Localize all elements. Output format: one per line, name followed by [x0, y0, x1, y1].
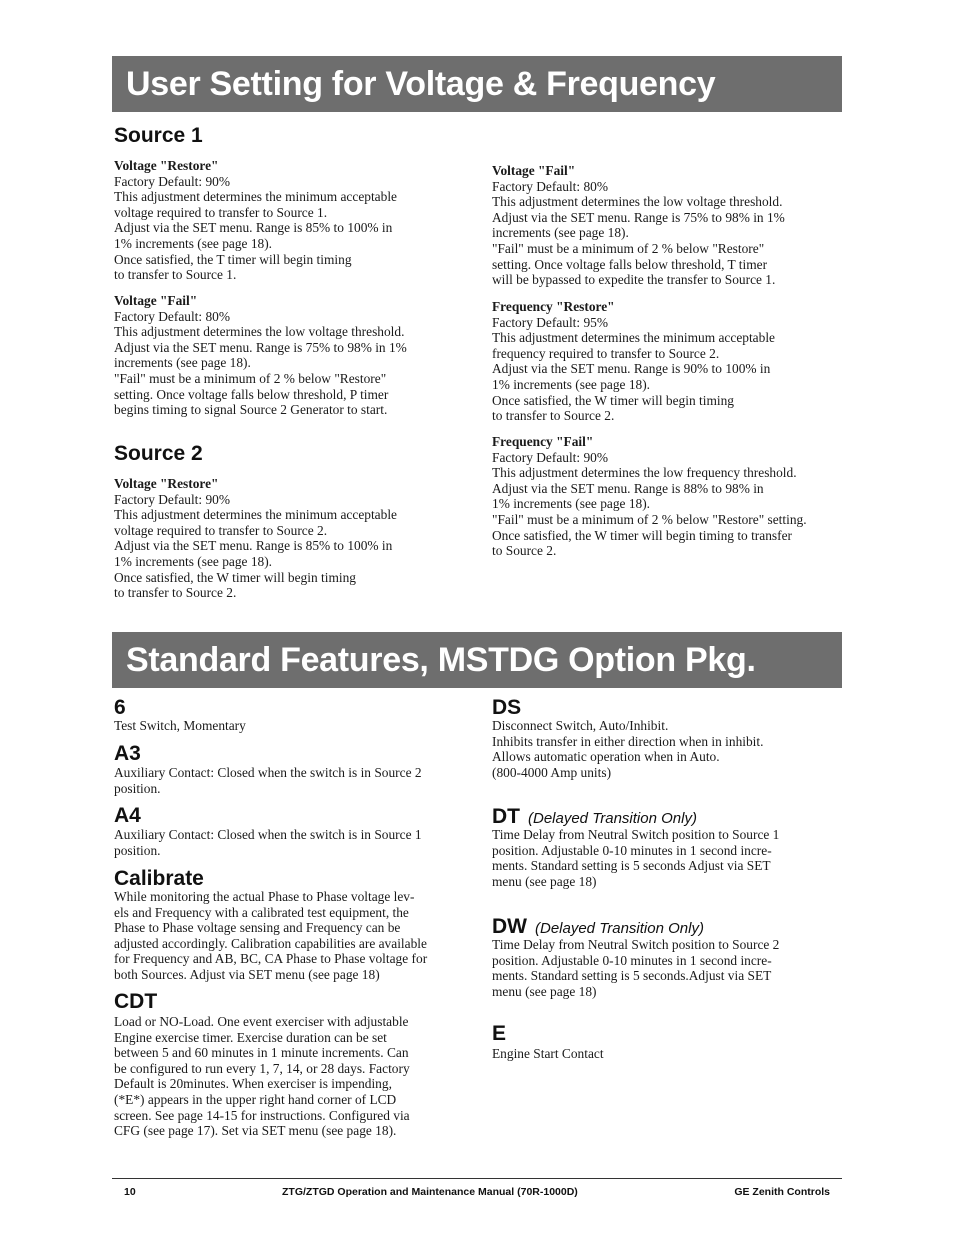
- text-line: Test Switch, Momentary: [114, 718, 246, 733]
- text-line: els and Frequency with a calibrated test equipment, the: [114, 904, 409, 920]
- text-line: This adjustment determines the minimum acceptable: [114, 189, 397, 205]
- source2-heading: Source 2: [114, 442, 203, 465]
- text-line: adjusted accordingly. Calibration capabilities are available: [114, 935, 427, 951]
- text-line: Once satisfied, the T timer will begin timing: [114, 251, 352, 267]
- source1-voltage-restore: [114, 158, 397, 283]
- feature-calibrate-desc: [114, 889, 427, 983]
- text-line: begins timing to signal Source 2 Generator to start.: [114, 402, 388, 418]
- section-title-standard-features: Standard Features, MSTDG Option Pkg.: [112, 632, 842, 688]
- text-line: will be bypassed to expedite the transfer to Source 1.: [492, 272, 776, 288]
- text-line: 1% increments (see page 18).: [114, 553, 273, 569]
- feature-e-code: E: [492, 1022, 507, 1045]
- source2-frequency-fail-title: Frequency "Fail": [492, 434, 594, 449]
- text-line: Adjust via the SET menu. Range is 75% to 98% in 1%: [114, 339, 407, 355]
- text-line: to Source 2.: [492, 543, 557, 559]
- text-line: Adjust via the SET menu. Range is 75% to 98% in 1%: [492, 209, 785, 225]
- feature-ds-desc: [492, 718, 763, 780]
- text-line: "Fail" must be a minimum of 2 % below "Restore": [492, 240, 765, 256]
- footer-manual-title: ZTG/ZTGD Operation and Maintenance Manual (70R-1000D): [282, 1186, 578, 1198]
- text-line: Inhibits transfer in either direction when in inhibit.: [492, 733, 764, 749]
- text-line: position. Adjustable 0-10 minutes in 1 second incre-: [492, 842, 772, 858]
- text-line: 1% increments (see page 18).: [114, 235, 273, 251]
- source1-voltage-restore-title: Voltage "Restore": [114, 158, 219, 173]
- text-line: Factory Default: 90%: [114, 173, 231, 189]
- text-line: ments. Standard setting is 5 seconds Adjust via SET: [492, 858, 771, 874]
- source2-frequency-restore-title: Frequency "Restore": [492, 299, 615, 314]
- text-line: setting. Once voltage falls below threshold, T timer: [492, 256, 768, 272]
- text-line: Allows automatic operation when in Auto.: [492, 749, 720, 765]
- text-line: Time Delay from Neutral Switch position to Source 1: [492, 827, 780, 842]
- feature-6-desc: [114, 718, 246, 734]
- text-line: This adjustment determines the low frequency threshold.: [492, 465, 797, 481]
- text-line: Adjust via the SET menu. Range is 85% to 100% in: [114, 220, 393, 236]
- feature-a4-desc: [114, 827, 422, 858]
- text-line: Adjust via the SET menu. Range is 88% to 98% in: [492, 480, 764, 496]
- text-line: "Fail" must be a minimum of 2 % below "Restore": [114, 370, 387, 386]
- text-line: Disconnect Switch, Auto/Inhibit.: [492, 718, 669, 733]
- feature-a3-code: A3: [114, 742, 141, 765]
- source1-heading: Source 1: [114, 124, 203, 147]
- text-line: Factory Default: 90%: [492, 449, 609, 465]
- text-line: Auxiliary Contact: Closed when the switch is in Source 2: [114, 765, 422, 780]
- footer-page-number: 10: [124, 1186, 136, 1198]
- feature-6-code: 6: [114, 696, 126, 719]
- text-line: While monitoring the actual Phase to Phase voltage lev-: [114, 889, 415, 904]
- source2-voltage-restore-title: Voltage "Restore": [114, 476, 219, 491]
- text-line: for Frequency and AB, BC, CA Phase to Phase voltage for: [114, 951, 428, 967]
- text-line: position.: [114, 842, 161, 858]
- text-line: to transfer to Source 1.: [114, 267, 237, 283]
- footer-company: GE Zenith Controls: [734, 1186, 830, 1198]
- feature-dw-desc: [492, 937, 779, 999]
- text-line: Engine Start Contact: [492, 1046, 604, 1061]
- text-line: voltage required to transfer to Source 2.: [114, 522, 328, 538]
- text-line: Factory Default: 80%: [114, 308, 231, 324]
- feature-cdt-desc: [114, 1014, 410, 1139]
- text-line: "Fail" must be a minimum of 2 % below "Restore" setting.: [492, 511, 807, 527]
- source2-voltage-fail: [492, 163, 785, 288]
- feature-dt-code-label: DT: [492, 805, 520, 828]
- source2-frequency-fail: [492, 434, 807, 559]
- text-line: This adjustment determines the low voltage threshold.: [114, 324, 405, 340]
- feature-e-desc: [492, 1046, 604, 1062]
- text-line: Once satisfied, the W timer will begin timing: [114, 569, 356, 585]
- feature-dw-qualifier: (Delayed Transition Only): [535, 920, 704, 937]
- source2-frequency-restore: [492, 299, 775, 424]
- feature-a3-desc: [114, 765, 422, 796]
- feature-ds-code: DS: [492, 696, 522, 719]
- text-line: Adjust via the SET menu. Range is 85% to 100% in: [114, 538, 393, 554]
- text-line: voltage required to transfer to Source 1.: [114, 204, 328, 220]
- text-line: menu (see page 18): [492, 873, 597, 889]
- text-line: position. Adjustable 0-10 minutes in 1 second incre-: [492, 952, 772, 968]
- text-line: Load or NO-Load. One event exerciser with adjustable: [114, 1014, 409, 1029]
- text-line: Engine exercise timer. Exercise duration can be set: [114, 1029, 387, 1045]
- source1-voltage-fail-title: Voltage "Fail": [114, 293, 198, 308]
- feature-dt-qualifier: (Delayed Transition Only): [528, 810, 697, 827]
- feature-a4-code: A4: [114, 804, 141, 827]
- text-line: frequency required to transfer to Source 2.: [492, 345, 720, 361]
- text-line: This adjustment determines the minimum acceptable: [114, 507, 397, 523]
- text-line: to transfer to Source 2.: [492, 408, 615, 424]
- text-line: setting. Once voltage falls below threshold, P timer: [114, 386, 389, 402]
- source1-voltage-fail: [114, 293, 407, 418]
- feature-dw-code-label: DW: [492, 915, 527, 938]
- text-line: (800-4000 Amp units): [492, 764, 612, 780]
- text-line: position.: [114, 780, 161, 796]
- text-line: (*E*) appears in the upper right hand corner of LCD: [114, 1091, 397, 1107]
- source2-voltage-restore: [114, 476, 397, 601]
- text-line: be configured to run every 1, 7, 14, or 28 days. Factory: [114, 1060, 410, 1076]
- text-line: increments (see page 18).: [492, 225, 629, 241]
- text-line: This adjustment determines the low voltage threshold.: [492, 194, 783, 210]
- text-line: both Sources. Adjust via SET menu (see page 18): [114, 966, 380, 982]
- text-line: increments (see page 18).: [114, 355, 251, 371]
- text-line: Phase to Phase voltage sensing and Frequency can be: [114, 920, 401, 936]
- footer-rule: [112, 1178, 842, 1179]
- text-line: Time Delay from Neutral Switch position to Source 2: [492, 937, 780, 952]
- text-line: screen. See page 14-15 for instructions. Configured via: [114, 1107, 410, 1123]
- text-line: 1% increments (see page 18).: [492, 496, 651, 512]
- text-line: Once satisfied, the W timer will begin timing to transfer: [492, 527, 792, 543]
- feature-calibrate-code: Calibrate: [114, 867, 204, 890]
- feature-dt-desc: [492, 827, 779, 889]
- feature-cdt-code: CDT: [114, 990, 158, 1013]
- text-line: Factory Default: 80%: [492, 178, 609, 194]
- text-line: Once satisfied, the W timer will begin timing: [492, 392, 734, 408]
- text-line: to transfer to Source 2.: [114, 585, 237, 601]
- source2-voltage-fail-title: Voltage "Fail": [492, 163, 576, 178]
- text-line: Auxiliary Contact: Closed when the switch is in Source 1: [114, 827, 422, 842]
- text-line: This adjustment determines the minimum acceptable: [492, 330, 775, 346]
- text-line: menu (see page 18): [492, 983, 597, 999]
- section-title-voltage-frequency: User Setting for Voltage & Frequency: [112, 56, 842, 112]
- text-line: 1% increments (see page 18).: [492, 376, 651, 392]
- text-line: CFG (see page 17). Set via SET menu (see page 18).: [114, 1123, 397, 1139]
- text-line: Adjust via the SET menu. Range is 90% to 100% in: [492, 361, 771, 377]
- text-line: between 5 and 60 minutes in 1 minute increments. Can: [114, 1045, 409, 1061]
- text-line: Factory Default: 90%: [114, 491, 231, 507]
- text-line: Factory Default: 95%: [492, 314, 609, 330]
- text-line: Default is 20minutes. When exerciser is impending,: [114, 1076, 392, 1092]
- text-line: ments. Standard setting is 5 seconds.Adjust via SET: [492, 968, 772, 984]
